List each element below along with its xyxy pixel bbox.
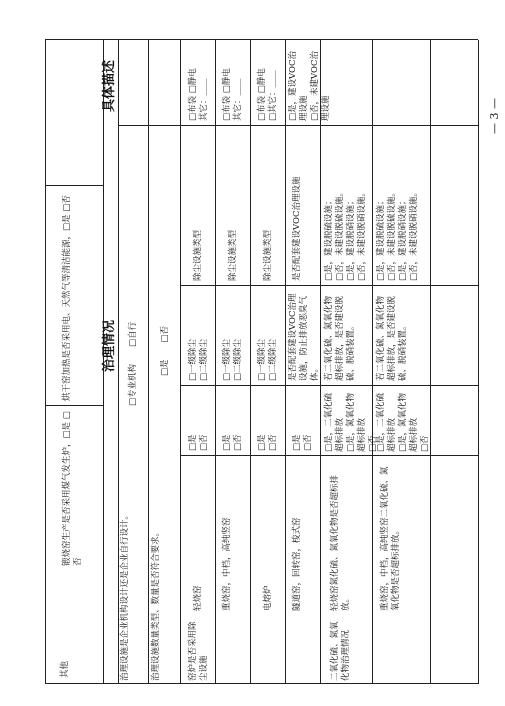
kiln-name: 重烧窑，中档，高纯竖窑: [222, 517, 232, 611]
kiln-name: 隧道窑，回转窑，梭式窑: [292, 517, 302, 611]
kiln-group-label: 窑炉是否采用除尘设施: [188, 621, 209, 681]
kiln-description: □布袋 □静电 其它：＿＿: [188, 68, 209, 121]
divider: [215, 40, 216, 684]
gas-treatment-question: 若二氧化硫、氮氧化物超标排放，是否建设脱硫、脱硝装置。: [324, 295, 356, 381]
design-label: 治理设施是企业机构设计还是企业自行设计。: [120, 510, 130, 681]
kiln-yes-no: □是 □否: [257, 434, 278, 451]
kiln-dust-type: 除尘设施类型: [193, 229, 203, 281]
divider: [45, 683, 103, 684]
gas-kiln-name: 轻烧窑氮化硫、氮氧化物是否超标排放。: [330, 474, 351, 611]
divider: [180, 40, 181, 684]
kiln-name: 轻烧窑: [193, 585, 203, 611]
kiln-dust-level: □一级除尘 □二级除尘: [257, 338, 278, 381]
kiln-dust-type: 除尘设施类型: [228, 229, 238, 281]
kiln-yes-no: □是 □否: [222, 434, 243, 451]
other-label: 其他: [60, 660, 70, 678]
kiln-dust-type: 除尘设施类型: [263, 229, 273, 281]
divider: [118, 125, 478, 126]
quantity-options: □是 □否: [160, 325, 170, 376]
gas-kiln-name: 重烧窑，中档，高纯竖窑二氧化硫、氮氧化物是否超标排放。: [380, 466, 401, 611]
gas-treatment-question: 若二氧化硫、氮氧化物超标排放，是否建设脱硫、脱硝装置。: [376, 295, 408, 381]
table-border-bottom: [478, 40, 479, 684]
kiln-dust-level: □一级除尘 □二级除尘: [188, 338, 209, 381]
gas-group-label: 二氧化硫、氮氧化物治理情况: [330, 621, 351, 681]
kiln-description: □布袋 □静电 □其它：＿＿: [257, 68, 278, 121]
gas-exceed-options: □是，二氧化硫超标排放 □是，氮氧化物超标排放 □否: [376, 392, 430, 452]
kiln-yes-no: □是 □否: [292, 434, 313, 451]
divider: [180, 285, 478, 286]
divider: [180, 385, 478, 386]
gas-treatment-options: □是，建设脱硫设施； □否，未建设脱硫设施。 □是，建设脱硝设施； □否，未建设脱硝设施。: [376, 187, 419, 281]
kiln-description: □布袋 □静电 其它：＿＿: [222, 68, 243, 121]
header-description: 具体描述: [102, 60, 117, 113]
question-gas-generator: 锻烧窑生产是否采用煤气发生炉，□是 □否: [62, 411, 83, 566]
table-border-right: [45, 39, 478, 40]
divider: [118, 40, 119, 684]
gas-exceed-options: □是，二氧化硫超标排放 □是，氮氧化物超标排放 □否: [324, 392, 378, 452]
kiln-name: 电熔炉: [263, 585, 273, 611]
header-treatment: 治理情况: [102, 320, 117, 373]
question-clean-energy: 烘干窑加热是否采用电、天然气等清洁能源，□是 □否: [62, 195, 72, 401]
kiln-voc-question: 是否配套建设VOC治理设施: [292, 176, 302, 281]
kiln-yes-no: □是 □否: [188, 434, 209, 451]
kiln-voc-description: □是，建设VOC治理设施 □否，未建VOC治理设施: [288, 51, 331, 121]
divider: [372, 40, 373, 684]
kiln-dust-level: □一级除尘 □二级除尘: [222, 338, 243, 381]
page-number: — 3 —: [488, 98, 501, 134]
design-options: □专业机构 □自行: [128, 321, 138, 406]
quantity-label: 治理设施数量类型、数量是否符合要求。: [151, 527, 161, 681]
gas-treatment-options: □是，建设脱硫设施； □否，未建设脱硫设施。 □是，建设脱硝设施； □否，未建设脱硝设施。: [324, 187, 367, 281]
divider: [250, 40, 251, 684]
table-border-top: [45, 40, 46, 684]
table-border-left: [45, 683, 478, 684]
divider: [180, 455, 478, 456]
divider: [45, 185, 103, 186]
divider: [148, 40, 149, 684]
divider: [285, 40, 286, 684]
divider: [430, 40, 431, 684]
kiln-voc-note: 是否配套建设VOC治理设施，防止排放恶臭气体。: [288, 293, 320, 381]
